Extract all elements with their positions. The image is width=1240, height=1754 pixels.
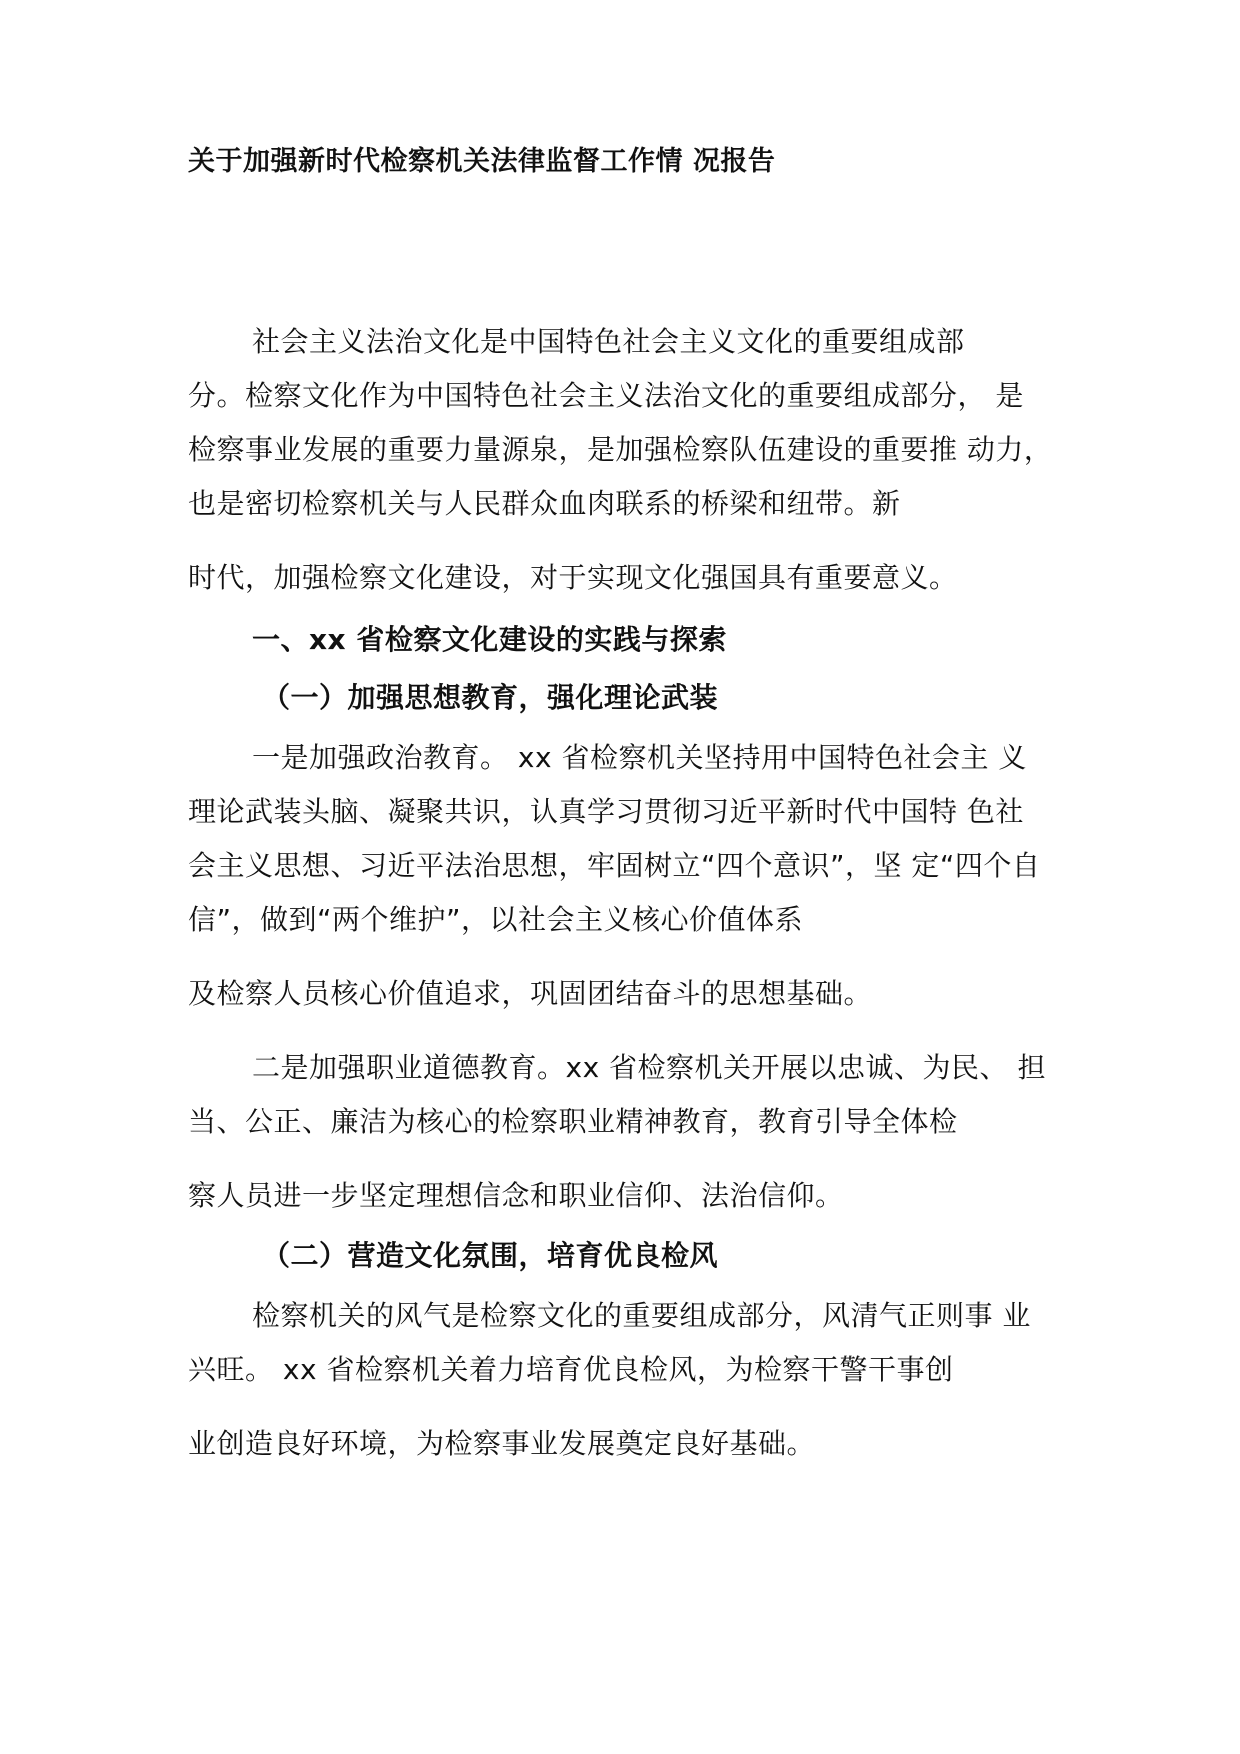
paragraph-line: 业创造良好环境，为检察事业发展奠定良好基础。	[188, 1427, 816, 1460]
paragraph-line: 检察机关的风气是检察文化的重要组成部分，风清气正则事 业	[252, 1299, 1031, 1332]
paragraph-line: 时代，加强检察文化建设，对于实现文化强国具有重要意义。	[188, 561, 958, 594]
paragraph-line: 及检察人员核心价值追求，巩固团结奋斗的思想基础。	[188, 977, 873, 1010]
subsection-heading: （二）营造文化氛围，培育优良检风	[262, 1239, 719, 1272]
paragraph-line: 也是密切检察机关与人民群众血肉联系的桥梁和纽带。新	[188, 487, 901, 520]
paragraph-line: 兴旺。 xx 省检察机关着力培育优良检风，为检察干警干事创	[188, 1353, 954, 1386]
paragraph-line: 当、公正、廉洁为核心的检察职业精神教育，教育引导全体检	[188, 1105, 958, 1138]
paragraph-line: 理论武装头脑、凝聚共识，认真学习贯彻习近平新时代中国特 色社	[188, 795, 1024, 828]
document-title: 关于加强新时代检察机关法律监督工作情 况报告	[188, 146, 776, 177]
paragraph-line: 会主义思想、习近平法治思想，牢固树立“四个意识”，坚 定“四个自	[188, 849, 1041, 882]
paragraph-line: 分。检察文化作为中国特色社会主义法治文化的重要组成部分， 是	[188, 379, 1024, 412]
subsection-heading: （一）加强思想教育，强化理论武装	[262, 681, 719, 714]
paragraph-line: 信”，做到“两个维护”，以社会主义核心价值体系	[188, 903, 804, 936]
paragraph-line: 检察事业发展的重要力量源泉，是加强检察队伍建设的重要推 动力，	[188, 433, 1053, 466]
paragraph-line: 二是加强职业道德教育。xx 省检察机关开展以忠诚、为民、 担	[252, 1051, 1046, 1084]
paragraph-line: 察人员进一步坚定理想信念和职业信仰、法治信仰。	[188, 1179, 844, 1212]
paragraph-line: 社会主义法治文化是中国特色社会主义文化的重要组成部	[252, 325, 965, 358]
paragraph-line: 一是加强政治教育。 xx 省检察机关坚持用中国特色社会主 义	[252, 741, 1027, 774]
section-heading: 一、xx 省检察文化建设的实践与探索	[252, 623, 727, 656]
